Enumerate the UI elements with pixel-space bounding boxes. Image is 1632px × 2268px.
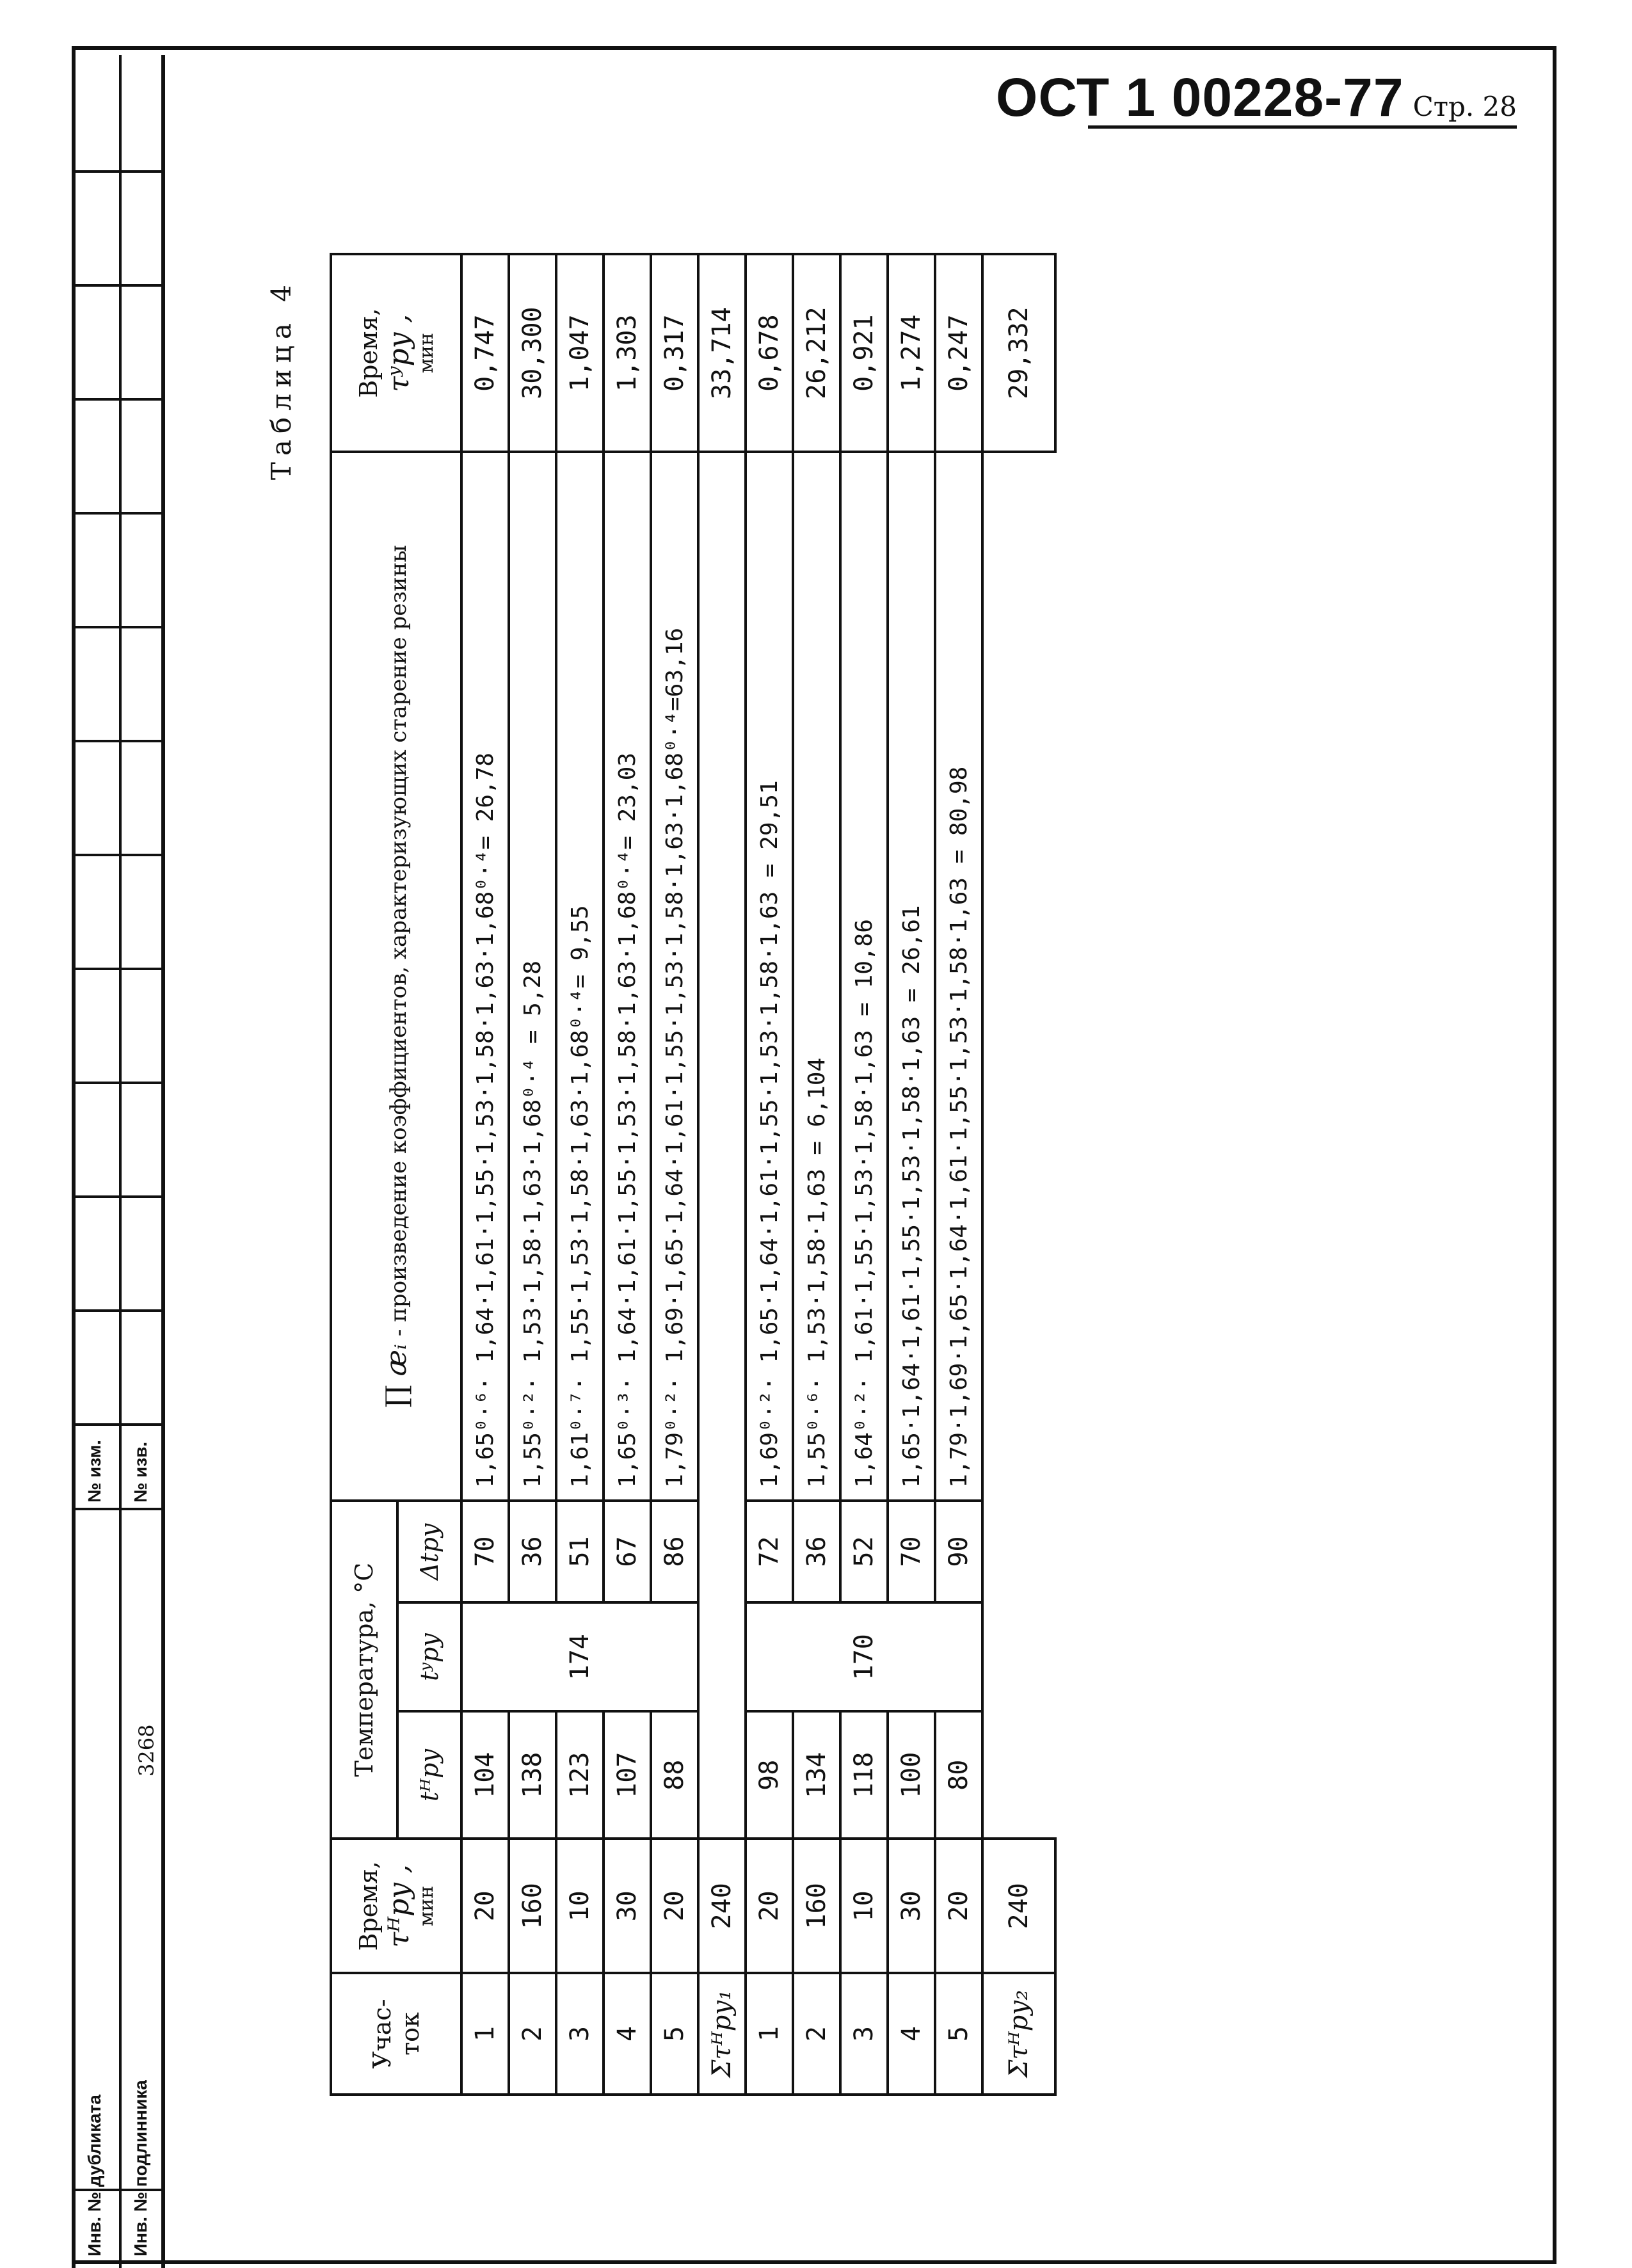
cell-section: 5 xyxy=(651,1973,698,2095)
cell-sum-time-y: 33,714 xyxy=(698,254,746,452)
header-time-n-symbol: τᴴру , xyxy=(383,1864,415,1948)
cell-time: 20 xyxy=(651,1839,698,1973)
cell-product: 1,79·1,69·1,65·1,64·1,61·1,55·1,53·1,58·1,63 = 80,98 xyxy=(935,452,982,1501)
cell-t-y-group2: 170 xyxy=(746,1602,982,1711)
cell-product: 1,65⁰·⁶· 1,64·1,61·1,55·1,53·1,58·1,63·1,68⁰·⁴= 26,78 xyxy=(461,452,509,1501)
cell-t-n: 98 xyxy=(746,1711,793,1839)
header-product-desc: - произведение коэффициентов, характеризующих старение резины xyxy=(385,545,412,1337)
cell-t-n: 88 xyxy=(651,1711,698,1839)
table-row xyxy=(604,254,651,2095)
inv-original-value: 3268 xyxy=(134,1724,159,1777)
cell-section: 1 xyxy=(746,1973,793,2095)
cell-time: 30 xyxy=(888,1839,935,1973)
cell-dt: 70 xyxy=(888,1501,935,1603)
cell-time-y: 1,303 xyxy=(604,254,651,452)
cell-t-n: 123 xyxy=(556,1711,604,1839)
strip-line xyxy=(76,1508,165,1510)
table-row xyxy=(935,254,982,2095)
table-row xyxy=(509,254,556,2095)
strip-line xyxy=(76,284,165,287)
cell-section: 2 xyxy=(793,1973,840,2095)
cell-dt: 72 xyxy=(746,1501,793,1603)
cell-t-n: 118 xyxy=(840,1711,888,1839)
cell-time: 20 xyxy=(746,1839,793,1973)
revision-no-label: № изм. xyxy=(84,1440,104,1503)
table-4 xyxy=(266,253,1110,2096)
cell-product: 1,79⁰·²· 1,69·1,65·1,64·1,61·1,55·1,53·1,58·1,63·1,68⁰·⁴=63,16 xyxy=(651,452,698,1501)
header-t-y: tʸру xyxy=(397,1602,461,1711)
cell-dt: 36 xyxy=(509,1501,556,1603)
cell-time-y: 0,317 xyxy=(651,254,698,452)
cell-dt: 36 xyxy=(793,1501,840,1603)
cell-section: 3 xyxy=(556,1973,604,2095)
cell-section: 3 xyxy=(840,1973,888,2095)
cell-section: 5 xyxy=(935,1973,982,2095)
cell-dt: 86 xyxy=(651,1501,698,1603)
header-t-n: tᴴру xyxy=(397,1711,461,1839)
page-number: Стр. 28 xyxy=(1412,91,1517,122)
cell-dt: 90 xyxy=(935,1501,982,1603)
cell-time: 20 xyxy=(935,1839,982,1973)
cell-sum-empty xyxy=(982,452,1055,1839)
cell-sum-empty xyxy=(698,452,746,1839)
strip-line xyxy=(76,1195,165,1198)
strip-line xyxy=(76,1423,165,1426)
cell-t-n: 80 xyxy=(935,1711,982,1839)
cell-sum-label: Στᴴру₂ xyxy=(982,1973,1055,2095)
header-delta-t: Δtру xyxy=(397,1501,461,1603)
cell-t-y-group1: 174 xyxy=(461,1602,698,1711)
strip-line xyxy=(76,1082,165,1084)
cell-time-y: 1,047 xyxy=(556,254,604,452)
cell-sum-time: 240 xyxy=(982,1839,1055,1973)
strip-line xyxy=(76,170,165,173)
cell-time-y: 1,274 xyxy=(888,254,935,452)
cell-t-n: 134 xyxy=(793,1711,840,1839)
cell-t-n: 138 xyxy=(509,1711,556,1839)
table-row xyxy=(461,254,509,2095)
cell-section: 2 xyxy=(509,1973,556,2095)
header-time-y-symbol: τʸру , xyxy=(383,314,415,392)
header-temperature: Температура, °С xyxy=(331,1501,397,1839)
notice-no-label: № изв. xyxy=(131,1441,150,1503)
cell-time: 10 xyxy=(556,1839,604,1973)
cell-dt: 51 xyxy=(556,1501,604,1603)
strip-line xyxy=(76,1309,165,1312)
header-time-n-title: Время, xyxy=(355,1861,383,1951)
side-strip xyxy=(72,55,165,2268)
document-header xyxy=(996,67,1517,129)
table-row xyxy=(746,254,793,2095)
cell-product: 1,69⁰·²· 1,65·1,64·1,61·1,55·1,53·1,58·1,63 = 29,51 xyxy=(746,452,793,1501)
sum-row-1 xyxy=(698,254,746,2095)
cell-time: 160 xyxy=(509,1839,556,1973)
table-row xyxy=(793,254,840,2095)
strip-line xyxy=(76,968,165,970)
inv-original-label: Инв. № подлинника xyxy=(131,2080,150,2256)
header-time-n-unit: мин xyxy=(415,1885,438,1926)
header-time-y-title: Время, xyxy=(355,308,383,398)
cell-dt: 67 xyxy=(604,1501,651,1603)
table-caption: Таблица 4 xyxy=(266,278,297,481)
table-4-grid xyxy=(330,253,1057,2096)
cell-sum-time: 240 xyxy=(698,1839,746,1973)
table-row xyxy=(840,254,888,2095)
cell-product: 1,55⁰·²· 1,53·1,58·1,63·1,68⁰·⁴ = 5,28 xyxy=(509,452,556,1501)
cell-time: 10 xyxy=(840,1839,888,1973)
cell-time-y: 0,247 xyxy=(935,254,982,452)
cell-time-y: 0,921 xyxy=(840,254,888,452)
header-rule xyxy=(1088,125,1517,129)
header-product-symbol: ∏ æᵢ xyxy=(380,1344,413,1408)
header-time-y xyxy=(331,254,461,452)
strip-line xyxy=(76,626,165,628)
cell-time-y: 0,747 xyxy=(461,254,509,452)
cell-t-n: 104 xyxy=(461,1711,509,1839)
cell-t-n: 107 xyxy=(604,1711,651,1839)
table-row xyxy=(556,254,604,2095)
strip-divider xyxy=(119,55,122,2268)
cell-section: 4 xyxy=(888,1973,935,2095)
cell-time-y: 26,212 xyxy=(793,254,840,452)
table-row xyxy=(888,254,935,2095)
cell-product: 1,64⁰·²· 1,61·1,55·1,53·1,58·1,63 = 10,86 xyxy=(840,452,888,1501)
cell-time: 160 xyxy=(793,1839,840,1973)
cell-time: 30 xyxy=(604,1839,651,1973)
strip-line xyxy=(76,398,165,401)
strip-line xyxy=(76,740,165,742)
header-time-y-unit: мин xyxy=(415,332,438,374)
cell-time-y: 30,300 xyxy=(509,254,556,452)
strip-line xyxy=(76,512,165,515)
header-section: Учас-ток xyxy=(331,1973,461,2095)
sum-row-2 xyxy=(982,254,1055,2095)
header-product xyxy=(331,452,461,1501)
inv-duplicate-label: Инв. № дубликата xyxy=(84,2095,104,2256)
cell-dt: 52 xyxy=(840,1501,888,1603)
cell-dt: 70 xyxy=(461,1501,509,1603)
cell-product: 1,65⁰·³· 1,64·1,61·1,55·1,53·1,58·1,63·1,68⁰·⁴= 23,03 xyxy=(604,452,651,1501)
cell-sum-time-y: 29,332 xyxy=(982,254,1055,452)
cell-product: 1,65·1,64·1,61·1,55·1,53·1,58·1,63 = 26,61 xyxy=(888,452,935,1501)
cell-section: 1 xyxy=(461,1973,509,2095)
cell-section: 4 xyxy=(604,1973,651,2095)
cell-product: 1,55⁰·⁶· 1,53·1,58·1,63 = 6,104 xyxy=(793,452,840,1501)
strip-line xyxy=(76,854,165,856)
header-time-n xyxy=(331,1839,461,1973)
cell-product: 1,61⁰·⁷· 1,55·1,53·1,58·1,63·1,68⁰·⁴= 9,55 xyxy=(556,452,604,1501)
cell-t-n: 100 xyxy=(888,1711,935,1839)
table-row xyxy=(651,254,698,2095)
cell-sum-label: Στᴴру₁ xyxy=(698,1973,746,2095)
cell-time: 20 xyxy=(461,1839,509,1973)
standard-code: ОСТ 1 00228-77 xyxy=(995,67,1404,127)
cell-time-y: 0,678 xyxy=(746,254,793,452)
